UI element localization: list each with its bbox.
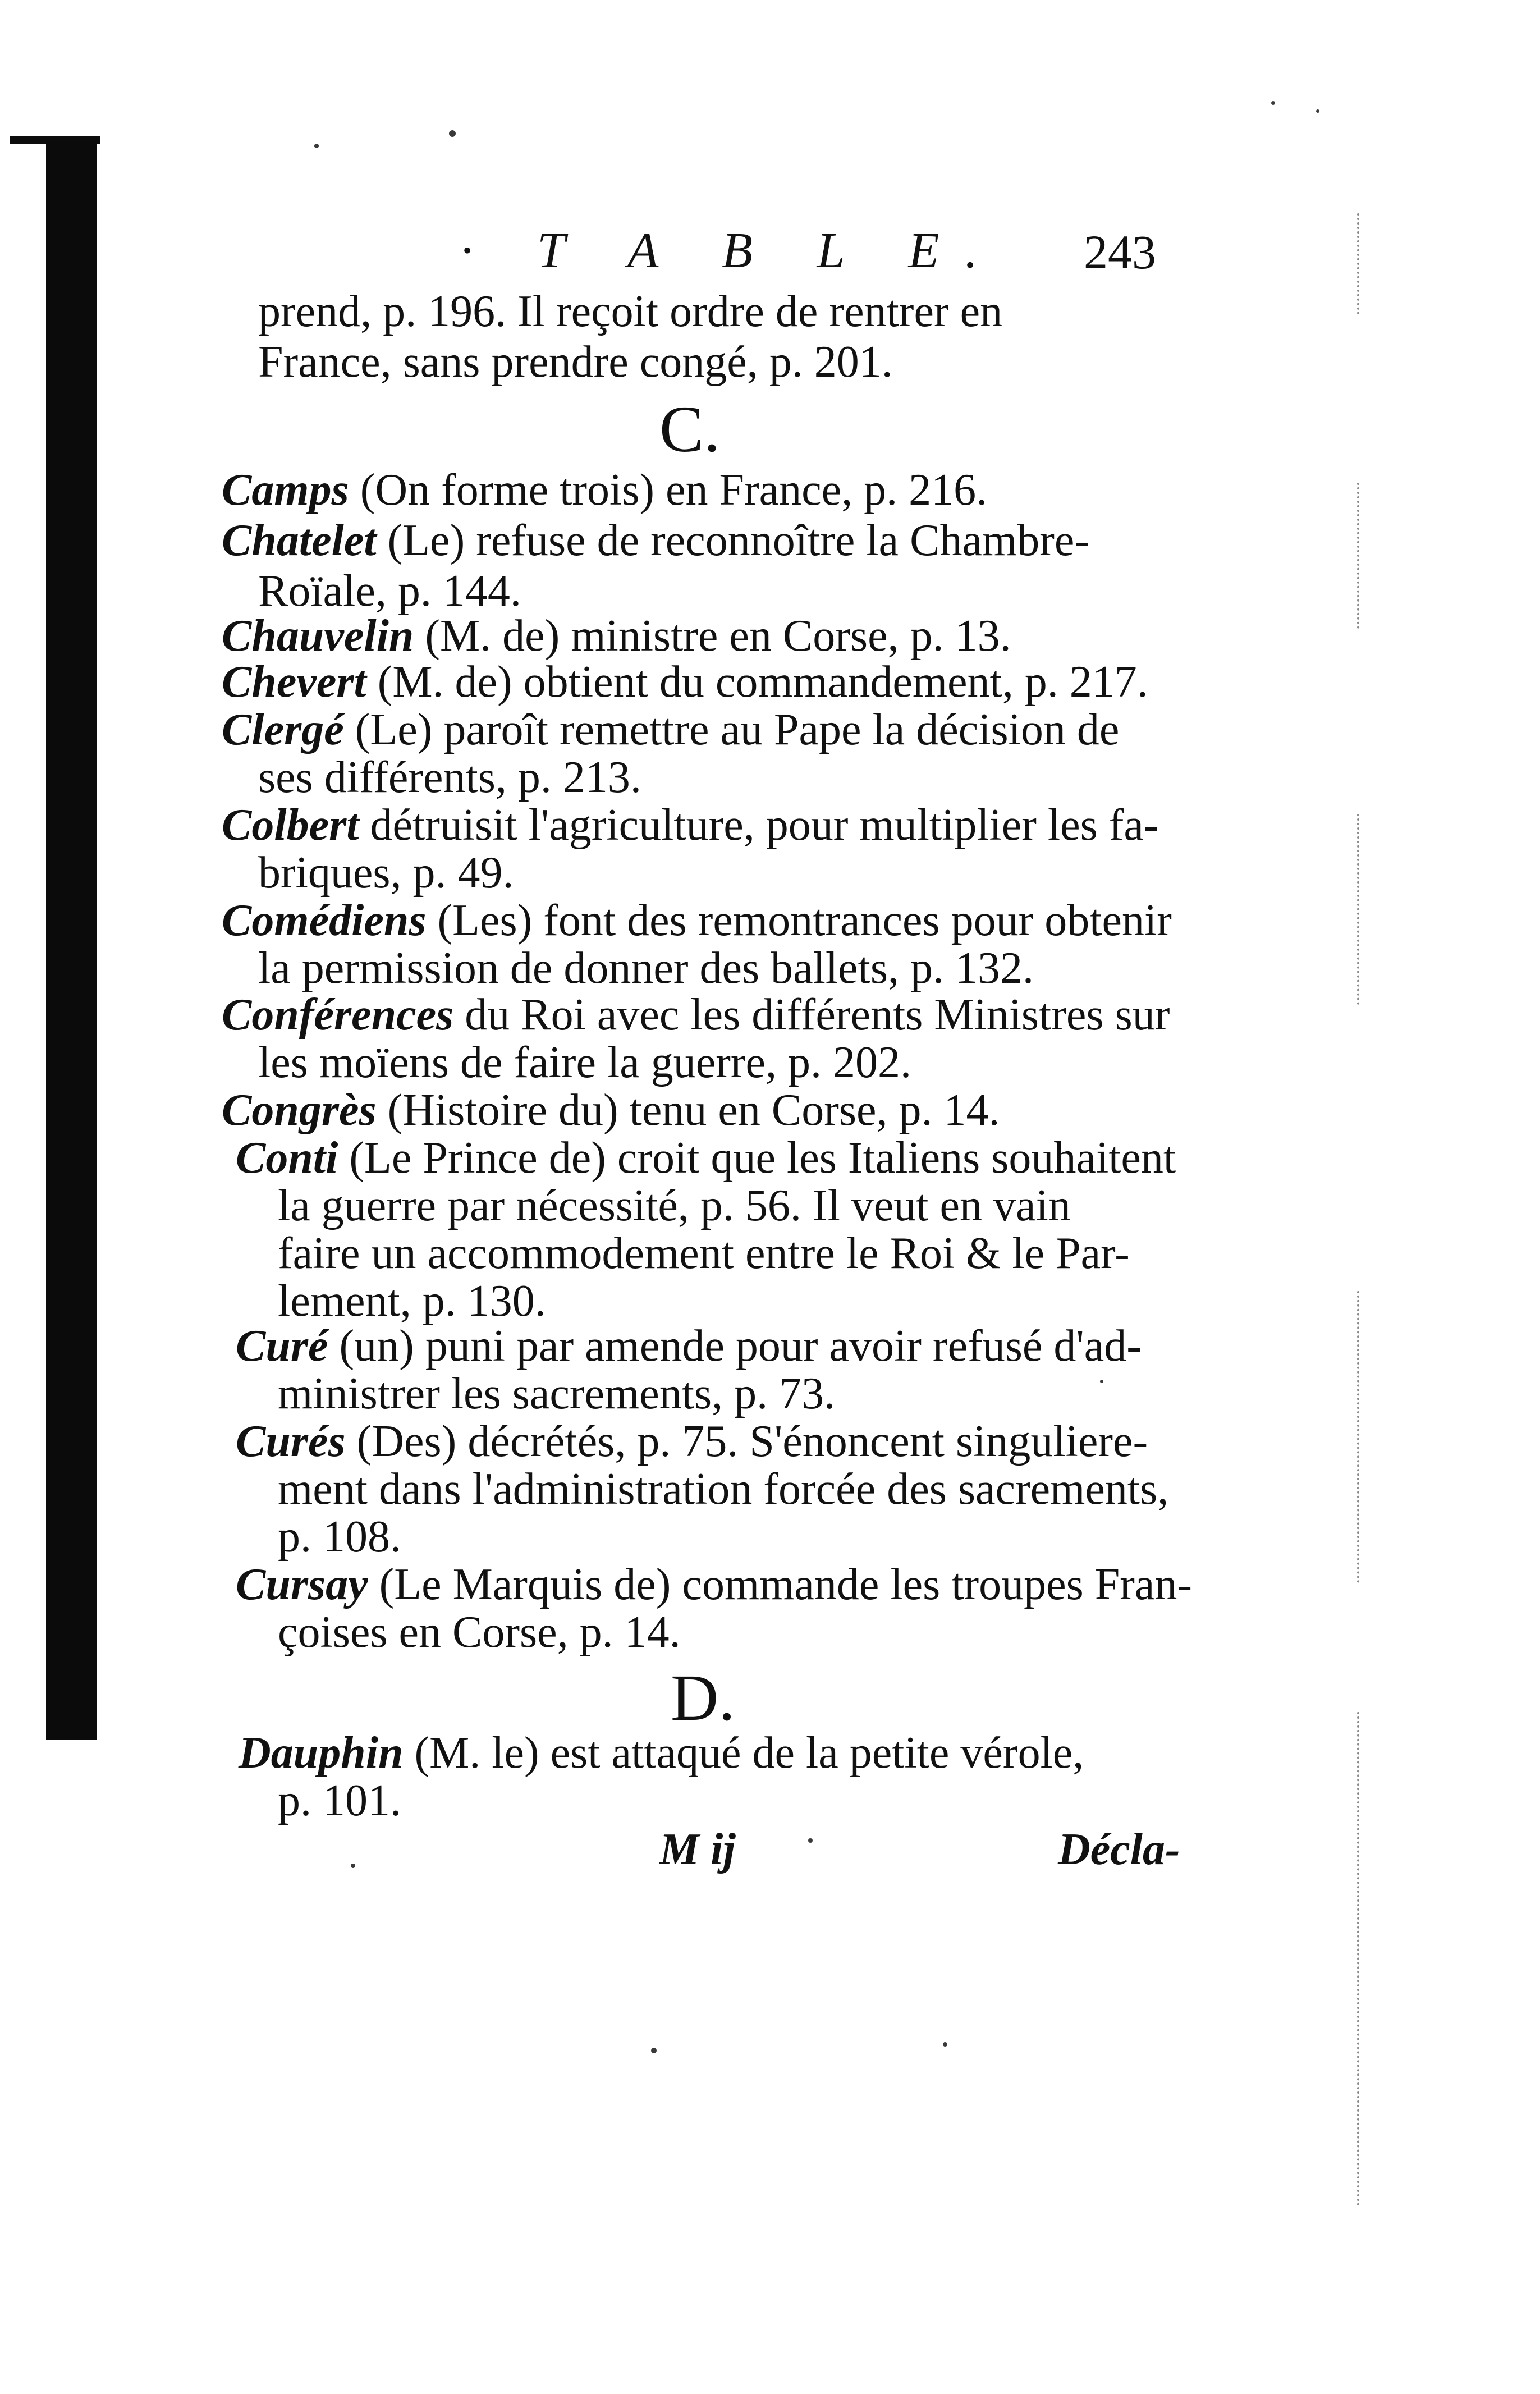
entry-term: Chauvelin bbox=[222, 611, 414, 661]
entry-term: Camps bbox=[222, 465, 349, 515]
page-edge-marks bbox=[1357, 483, 1366, 629]
scan-speck bbox=[351, 1864, 355, 1868]
text-line: la guerre par nécessité, p. 56. Il veut en vain bbox=[278, 1181, 1071, 1230]
scan-speck bbox=[1100, 1380, 1103, 1383]
entry-term: Conti bbox=[236, 1133, 338, 1183]
signature-mark: M ij bbox=[659, 1825, 736, 1874]
page-edge-marks bbox=[1357, 1712, 1366, 2206]
entry-term: Chatelet bbox=[222, 516, 377, 565]
index-entry: Chatelet (Le) refuse de reconnoître la Chambre- bbox=[222, 516, 1090, 565]
section-letter-c: C. bbox=[659, 392, 721, 466]
text-line: p. 108. bbox=[278, 1512, 401, 1562]
index-entry: Camps (On forme trois) en France, p. 216. bbox=[222, 465, 988, 515]
index-entry: Chauvelin (M. de) ministre en Corse, p. 13. bbox=[222, 611, 1011, 661]
index-entry: Curé (un) puni par amende pour avoir refusé d'ad- bbox=[236, 1321, 1142, 1371]
text-line: France, sans prendre congé, p. 201. bbox=[258, 337, 893, 387]
entry-term: Dauphin bbox=[239, 1728, 404, 1778]
entry-term: Congrès bbox=[222, 1086, 377, 1135]
index-entry: Clergé (Le) paroît remettre au Pape la décision de bbox=[222, 705, 1120, 754]
text-line: les moïens de faire la guerre, p. 202. bbox=[258, 1038, 912, 1087]
catchword: Décla- bbox=[1058, 1825, 1180, 1874]
index-entry: Congrès (Histoire du) tenu en Corse, p. 14. bbox=[222, 1086, 1000, 1135]
text-line: prend, p. 196. Il reçoit ordre de rentrer en bbox=[258, 287, 1003, 336]
index-entry: Conti (Le Prince de) croit que les Italiens souhaitent bbox=[236, 1133, 1176, 1183]
scan-speck bbox=[1271, 101, 1275, 105]
running-header bbox=[460, 222, 1156, 283]
index-entry: Comédiens (Les) font des remontrances pour obtenir bbox=[222, 896, 1172, 945]
page-number: 243 bbox=[1084, 225, 1156, 279]
scan-speck bbox=[651, 2048, 657, 2053]
header-title: · T A B L E. bbox=[460, 223, 1004, 278]
entry-term: Clergé bbox=[222, 705, 344, 754]
text-line: Roïale, p. 144. bbox=[258, 566, 521, 616]
entry-term: Colbert bbox=[222, 800, 359, 850]
text-line: la permission de donner des ballets, p. 132. bbox=[258, 944, 1034, 993]
text-line: ment dans l'administration forcée des sacrements, bbox=[278, 1464, 1169, 1514]
page-edge-marks bbox=[1357, 1291, 1366, 1583]
scan-speck bbox=[808, 1838, 813, 1843]
index-entry: Colbert détruisit l'agriculture, pour multiplier les fa- bbox=[222, 800, 1159, 850]
scan-speck bbox=[314, 144, 319, 148]
scan-speck bbox=[1316, 109, 1319, 113]
section-letter-d: D. bbox=[671, 1661, 735, 1734]
text-line: ministrer les sacrements, p. 73. bbox=[278, 1369, 836, 1418]
entry-term: Cursay bbox=[236, 1560, 368, 1609]
entry-term: Chevert bbox=[222, 657, 366, 707]
entry-term: Comédiens bbox=[222, 896, 427, 945]
entry-term: Curés bbox=[236, 1417, 346, 1466]
index-entry: Cursay (Le Marquis de) commande les troupes Fran- bbox=[236, 1560, 1193, 1609]
text-line: p. 101. bbox=[278, 1776, 401, 1825]
entry-term: Curé bbox=[236, 1321, 328, 1371]
text-line: briques, p. 49. bbox=[258, 848, 514, 898]
index-entry: Curés (Des) décrétés, p. 75. S'énoncent singuliere- bbox=[236, 1417, 1148, 1466]
index-entry: Dauphin (M. le) est attaqué de la petite vérole, bbox=[239, 1728, 1084, 1778]
scan-speck bbox=[449, 130, 456, 137]
text-line: çoises en Corse, p. 14. bbox=[278, 1608, 681, 1657]
entry-term: Conférences bbox=[222, 990, 454, 1040]
page-edge-marks bbox=[1357, 814, 1366, 1005]
text-line: ses différents, p. 213. bbox=[258, 753, 641, 802]
index-entry: Conférences du Roi avec les différents Ministres sur bbox=[222, 990, 1170, 1040]
page-edge-marks bbox=[1357, 213, 1366, 314]
text-line: faire un accommodement entre le Roi & le Par- bbox=[278, 1229, 1130, 1278]
index-entry: Chevert (M. de) obtient du commandement, p. 217. bbox=[222, 657, 1148, 707]
binding-edge bbox=[46, 140, 97, 1740]
text-line: lement, p. 130. bbox=[278, 1276, 546, 1326]
scan-speck bbox=[943, 2042, 947, 2047]
